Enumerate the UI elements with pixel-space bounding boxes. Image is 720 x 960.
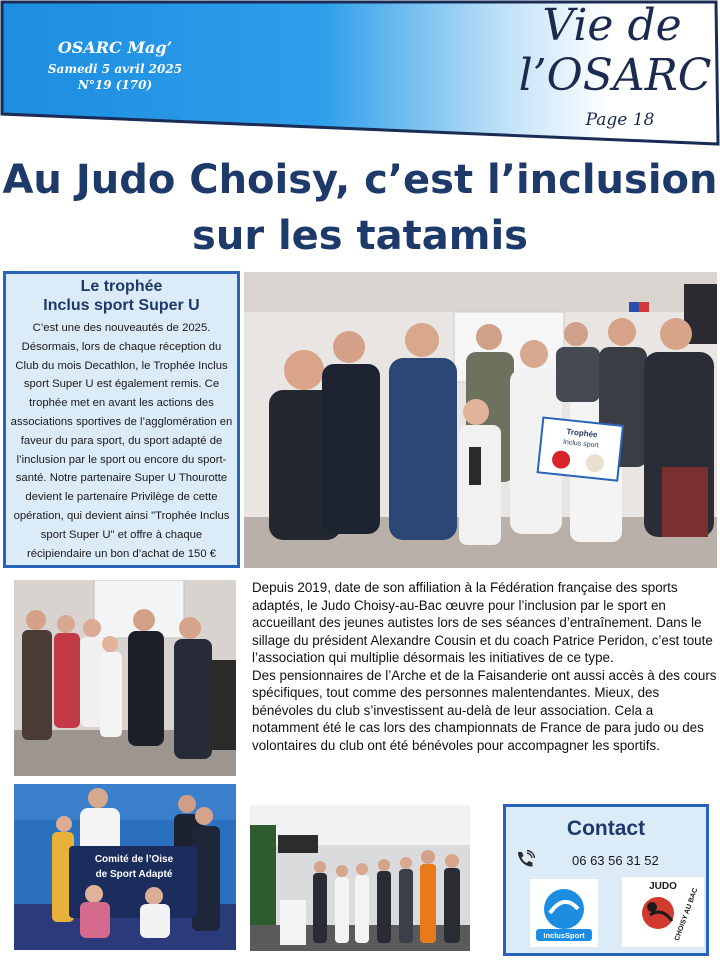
inclusport-logo bbox=[530, 879, 598, 947]
trophy-sidebar bbox=[3, 271, 240, 568]
judo-logo-text-top: JUDO bbox=[649, 881, 677, 892]
article-paragraph-1: Depuis 2019, date de son affiliation à la Fédération française des sports adaptés, le Judo Choisy-au-Bac œuvre pour l’inclusion par le sport en accueillant des jeunes autistes lors de ses séances d’entraînement. Dans le sillage du président Alexandre Cousin et du coach Patrice Peridon, c’est toute l’association qui multiplie désormais les initiatives de ce type. bbox=[252, 580, 713, 665]
sign-subtitle: Inclus sport bbox=[562, 438, 599, 450]
article-paragraph-2: Des pensionnaires de l’Arche et de la Faisanderie ont aussi accès à des cours spécifiques, tout comme des personnes malentendantes. Mieux, des bénévoles du club s’investissent au-delà de leur association. Cela a notamment été le cas lors des championnats de France de para judo ou des volontaires du club ont été bénévoles pour accompagner les sportifs. bbox=[252, 667, 717, 753]
headline-line1: Au Judo Choisy, c’est l’inclusion bbox=[2, 157, 718, 203]
sidebar-body: C’est une des nouveautés de 2025. Désormais, lors de chaque réception du Club du mois Decathlon, le Trophée Inclus sport Super U est également remis. Ce trophée met en avant les actions des associations sportives de l’agglomération en faveur du para sport, du sport adapté de l’inclusion par le sport ou encore du sport-santé. Notre partenaire Super U Thourotte devient le partenaire Privilège de cette opération, qui devient ainsi "Trophée Inclus sport Super U" et offre à chaque récipiendaire un bon d’achat de 150 € bbox=[10, 322, 233, 560]
contact-title: Contact bbox=[566, 817, 646, 840]
group-photo-2 bbox=[14, 580, 236, 776]
magazine-name: OSARC Mag’ bbox=[57, 38, 173, 57]
judo-logo-text-bottom: CHOISY AU BAC bbox=[673, 887, 700, 942]
issue-date: Samedi 5 avril 2025 bbox=[47, 62, 183, 76]
sidebar-title bbox=[6, 277, 237, 315]
page-number: Page 18 bbox=[585, 110, 655, 130]
main-group-photo bbox=[244, 272, 717, 568]
issue-number: N°19 (170) bbox=[77, 78, 153, 92]
phone-icon bbox=[514, 849, 536, 871]
inclusport-logo-text: InclusSport bbox=[543, 931, 585, 940]
judo-choisy-logo bbox=[622, 877, 704, 947]
sign-title: Trophée bbox=[566, 427, 598, 440]
section-title-line2: l’OSARC bbox=[518, 50, 712, 101]
sidebar-title-line1: Le trophée bbox=[80, 278, 163, 295]
sidebar-title-line2: Inclus sport Super U bbox=[43, 297, 200, 314]
headline-line2: sur les tatamis bbox=[192, 213, 528, 259]
section-title-line1: Vie de bbox=[542, 0, 682, 51]
championship-photo bbox=[250, 805, 470, 951]
banner-text-line2: de Sport Adapté bbox=[95, 869, 173, 880]
banner-text-line1: Comité de l’Oise bbox=[94, 854, 174, 865]
committee-banner-photo bbox=[14, 784, 236, 950]
article-body bbox=[252, 579, 717, 754]
contact-phone[interactable]: 06 63 56 31 52 bbox=[572, 853, 659, 868]
contact-box bbox=[503, 804, 709, 956]
